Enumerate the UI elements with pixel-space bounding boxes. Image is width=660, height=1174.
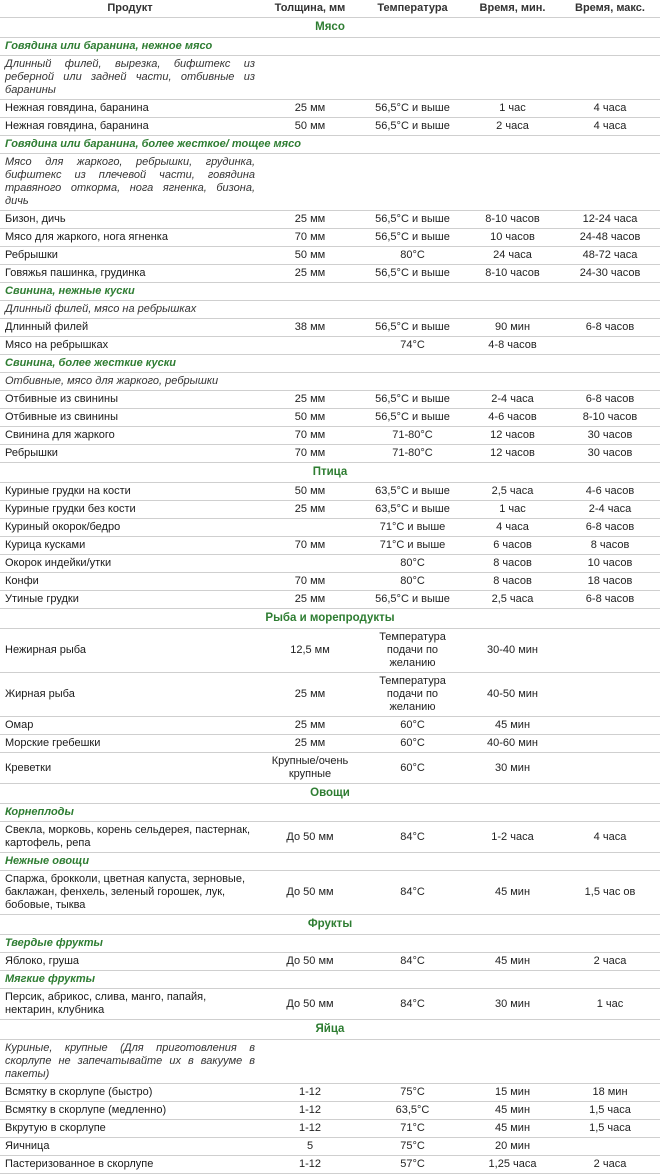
cell-time-max: 18 часов bbox=[560, 573, 660, 591]
cell-temperature: 56,5°C и выше bbox=[360, 100, 465, 118]
cell-product: Говяжья пашинка, грудинка bbox=[0, 265, 260, 283]
cell-product: Бизон, дичь bbox=[0, 211, 260, 229]
cell-temperature: 60°C bbox=[360, 753, 465, 784]
cell-thickness: 70 мм bbox=[260, 427, 360, 445]
cell-time-max: 1 час bbox=[560, 989, 660, 1020]
cell-product: Пастеризованное в скорлупе bbox=[0, 1156, 260, 1174]
cell-time-max: 30 часов bbox=[560, 445, 660, 463]
cell-time-max: 6-8 часов bbox=[560, 391, 660, 409]
cell-time-min: 2,5 часа bbox=[465, 483, 560, 501]
cell-time-max: 1,5 час ов bbox=[560, 871, 660, 915]
empty-cell bbox=[560, 1040, 660, 1084]
section-heading-row bbox=[0, 609, 660, 629]
cell-time-max: 4-6 часов bbox=[560, 483, 660, 501]
cell-thickness: 25 мм bbox=[260, 591, 360, 609]
section-heading-row bbox=[0, 18, 660, 38]
cell-thickness bbox=[260, 519, 360, 537]
cell-time-max: 1,5 часа bbox=[560, 1120, 660, 1138]
empty-cell bbox=[260, 373, 360, 391]
cell-temperature: 63,5°C и выше bbox=[360, 501, 465, 519]
cell-thickness: 5 bbox=[260, 1138, 360, 1156]
cell-product: Куриный окорок/бедро bbox=[0, 519, 260, 537]
note-text-inner: Отбивные, мясо для жаркого, ребрышки bbox=[5, 375, 219, 387]
section-heading-label: Птица bbox=[0, 463, 660, 483]
table-row bbox=[0, 591, 660, 609]
cell-thickness: 25 мм bbox=[260, 735, 360, 753]
note-text bbox=[0, 301, 260, 319]
cell-time-max bbox=[560, 673, 660, 717]
table-row bbox=[0, 1138, 660, 1156]
empty-cell bbox=[360, 56, 465, 100]
empty-cell bbox=[560, 373, 660, 391]
cell-time-max: 48-72 часа bbox=[560, 247, 660, 265]
cell-temperature: 71-80°C bbox=[360, 427, 465, 445]
table-row bbox=[0, 573, 660, 591]
cell-temperature: 60°C bbox=[360, 735, 465, 753]
cell-product: Конфи bbox=[0, 573, 260, 591]
note-text bbox=[0, 373, 260, 391]
table-row bbox=[0, 629, 660, 673]
note-row bbox=[0, 301, 660, 319]
cell-time-min: 4-6 часов bbox=[465, 409, 560, 427]
note-text bbox=[0, 1040, 260, 1084]
table-row bbox=[0, 1120, 660, 1138]
cell-time-min: 2-4 часа bbox=[465, 391, 560, 409]
table-row bbox=[0, 409, 660, 427]
cell-time-max: 24-30 часов bbox=[560, 265, 660, 283]
column-header-time-min: Время, мин. bbox=[465, 0, 560, 18]
cell-thickness bbox=[260, 337, 360, 355]
cell-thickness: Крупные/очень крупные bbox=[260, 753, 360, 784]
cell-product: Вкрутую в скорлупе bbox=[0, 1120, 260, 1138]
cell-thickness: 1-12 bbox=[260, 1102, 360, 1120]
table-row bbox=[0, 265, 660, 283]
cell-time-min: 4 часа bbox=[465, 519, 560, 537]
subsection-heading-label: Свинина, более жесткие куски bbox=[0, 355, 660, 373]
cell-time-min: 1 час bbox=[465, 501, 560, 519]
note-text-inner: Мясо для жаркого, ребрышки, грудинка, бифштекс из плечевой части, говядина травяного откорма, нога ягненка, бизона, дичь bbox=[5, 156, 255, 207]
section-heading-row bbox=[0, 915, 660, 935]
cell-thickness: 50 мм bbox=[260, 118, 360, 136]
cell-temperature: 71°C и выше bbox=[360, 519, 465, 537]
cell-temperature: 63,5°C bbox=[360, 1102, 465, 1120]
table-row bbox=[0, 519, 660, 537]
cell-thickness: 12,5 мм bbox=[260, 629, 360, 673]
table-row bbox=[0, 673, 660, 717]
cell-thickness: До 50 мм bbox=[260, 822, 360, 853]
cell-temperature: 74°C bbox=[360, 337, 465, 355]
cell-time-max bbox=[560, 629, 660, 673]
cell-thickness: 25 мм bbox=[260, 100, 360, 118]
cell-product bbox=[0, 871, 260, 915]
empty-cell bbox=[465, 373, 560, 391]
cell-time-max: 30 часов bbox=[560, 427, 660, 445]
cell-time-max: 18 мин bbox=[560, 1084, 660, 1102]
table-row bbox=[0, 100, 660, 118]
cell-time-max bbox=[560, 717, 660, 735]
cell-product-text: Спаржа, брокколи, цветная капуста, зерновые, баклажан, фенхель, зеленый горошек, лук, бобовые, тыква bbox=[5, 873, 245, 911]
cell-thickness: 50 мм bbox=[260, 483, 360, 501]
cell-temperature: 63,5°C и выше bbox=[360, 483, 465, 501]
cell-product: Всмятку в скорлупе (медленно) bbox=[0, 1102, 260, 1120]
column-header-product: Продукт bbox=[0, 0, 260, 18]
table-row bbox=[0, 735, 660, 753]
empty-cell bbox=[260, 1040, 360, 1084]
cell-product: Ребрышки bbox=[0, 247, 260, 265]
cell-temperature: 84°C bbox=[360, 871, 465, 915]
note-text bbox=[0, 154, 260, 211]
cell-time-min: 15 мин bbox=[465, 1084, 560, 1102]
empty-cell bbox=[560, 301, 660, 319]
cell-thickness: 50 мм bbox=[260, 409, 360, 427]
table-row bbox=[0, 1156, 660, 1174]
table-row bbox=[0, 118, 660, 136]
column-header-time-max: Время, макс. bbox=[560, 0, 660, 18]
table-row bbox=[0, 211, 660, 229]
empty-cell bbox=[465, 56, 560, 100]
empty-cell bbox=[360, 154, 465, 211]
cell-time-min: 45 мин bbox=[465, 1120, 560, 1138]
subsection-heading-row bbox=[0, 136, 660, 154]
empty-cell bbox=[465, 301, 560, 319]
cell-temperature: 80°C bbox=[360, 573, 465, 591]
cell-thickness: 70 мм bbox=[260, 537, 360, 555]
cell-time-min: 8 часов bbox=[465, 573, 560, 591]
cell-thickness: 70 мм bbox=[260, 445, 360, 463]
subsection-heading-label: Мягкие фрукты bbox=[0, 971, 660, 989]
cell-time-max bbox=[560, 337, 660, 355]
cell-product bbox=[0, 989, 260, 1020]
cell-product bbox=[0, 822, 260, 853]
cell-time-min: 2,5 часа bbox=[465, 591, 560, 609]
cell-thickness: 25 мм bbox=[260, 211, 360, 229]
table-row bbox=[0, 717, 660, 735]
table-row bbox=[0, 427, 660, 445]
subsection-heading-label: Твердые фрукты bbox=[0, 935, 660, 953]
cell-thickness: До 50 мм bbox=[260, 953, 360, 971]
note-row bbox=[0, 1040, 660, 1084]
note-row bbox=[0, 373, 660, 391]
empty-cell bbox=[260, 301, 360, 319]
subsection-heading-row bbox=[0, 283, 660, 301]
section-heading-label: Мясо bbox=[0, 18, 660, 38]
table-row bbox=[0, 555, 660, 573]
cell-time-min: 45 мин bbox=[465, 871, 560, 915]
cell-thickness: 25 мм bbox=[260, 717, 360, 735]
subsection-heading-label: Нежные овощи bbox=[0, 853, 660, 871]
table-row bbox=[0, 319, 660, 337]
table-row bbox=[0, 501, 660, 519]
cell-time-max: 10 часов bbox=[560, 555, 660, 573]
cell-time-min: 30 мин bbox=[465, 753, 560, 784]
cell-time-min: 12 часов bbox=[465, 427, 560, 445]
subsection-heading-row bbox=[0, 971, 660, 989]
cell-time-min: 8-10 часов bbox=[465, 265, 560, 283]
cell-time-min: 10 часов bbox=[465, 229, 560, 247]
cell-time-max: 2-4 часа bbox=[560, 501, 660, 519]
section-heading-row bbox=[0, 784, 660, 804]
cell-time-min: 45 мин bbox=[465, 1102, 560, 1120]
table-row bbox=[0, 1084, 660, 1102]
cell-time-min: 1 час bbox=[465, 100, 560, 118]
cell-temperature: 56,5°C и выше bbox=[360, 211, 465, 229]
cell-time-min: 1-2 часа bbox=[465, 822, 560, 853]
cell-thickness: 70 мм bbox=[260, 229, 360, 247]
cell-temperature: 75°C bbox=[360, 1138, 465, 1156]
cell-time-min: 24 часа bbox=[465, 247, 560, 265]
cell-temperature: 56,5°C и выше bbox=[360, 391, 465, 409]
note-text-inner: Длинный филей, мясо на ребрышках bbox=[5, 303, 197, 315]
cell-time-min: 6 часов bbox=[465, 537, 560, 555]
subsection-heading-row bbox=[0, 804, 660, 822]
cell-product: Окорок индейки/утки bbox=[0, 555, 260, 573]
table-row bbox=[0, 989, 660, 1020]
cell-time-max: 12-24 часа bbox=[560, 211, 660, 229]
cell-time-min: 12 часов bbox=[465, 445, 560, 463]
subsection-heading-row bbox=[0, 38, 660, 56]
cell-thickness: 1-12 bbox=[260, 1120, 360, 1138]
cell-product: Свинина для жаркого bbox=[0, 427, 260, 445]
cell-product: Нежная говядина, баранина bbox=[0, 100, 260, 118]
cell-product: Курица кусками bbox=[0, 537, 260, 555]
cell-thickness: 50 мм bbox=[260, 247, 360, 265]
cell-product: Длинный филей bbox=[0, 319, 260, 337]
empty-cell bbox=[360, 373, 465, 391]
cell-time-min: 30-40 мин bbox=[465, 629, 560, 673]
cell-time-min: 40-60 мин bbox=[465, 735, 560, 753]
cell-time-max: 24-48 часов bbox=[560, 229, 660, 247]
cell-thickness: 38 мм bbox=[260, 319, 360, 337]
cell-time-min: 30 мин bbox=[465, 989, 560, 1020]
cell-time-max: 4 часа bbox=[560, 822, 660, 853]
cell-temperature: 71-80°C bbox=[360, 445, 465, 463]
note-text bbox=[0, 56, 260, 100]
cell-time-max: 6-8 часов bbox=[560, 319, 660, 337]
empty-cell bbox=[465, 1040, 560, 1084]
cell-thickness: 25 мм bbox=[260, 673, 360, 717]
cell-temperature: 84°C bbox=[360, 822, 465, 853]
table-row bbox=[0, 229, 660, 247]
section-heading-label: Фрукты bbox=[0, 915, 660, 935]
cell-product: Яблоко, груша bbox=[0, 953, 260, 971]
cell-product: Мясо для жаркого, нога ягненка bbox=[0, 229, 260, 247]
column-header-thickness: Толщина, мм bbox=[260, 0, 360, 18]
empty-cell bbox=[360, 301, 465, 319]
cell-product: Куриные грудки на кости bbox=[0, 483, 260, 501]
cell-product: Яичница bbox=[0, 1138, 260, 1156]
cell-thickness: 1-12 bbox=[260, 1084, 360, 1102]
subsection-heading-label: Корнеплоды bbox=[0, 804, 660, 822]
table-row bbox=[0, 391, 660, 409]
table-row bbox=[0, 337, 660, 355]
note-row bbox=[0, 154, 660, 211]
cell-time-max bbox=[560, 753, 660, 784]
cell-product: Утиные грудки bbox=[0, 591, 260, 609]
cell-temperature: 56,5°C и выше bbox=[360, 591, 465, 609]
cell-product: Отбивные из свинины bbox=[0, 391, 260, 409]
table-header-row bbox=[0, 0, 660, 18]
cell-temperature: 80°C bbox=[360, 247, 465, 265]
table-row bbox=[0, 822, 660, 853]
cell-thickness: 25 мм bbox=[260, 265, 360, 283]
section-heading-label: Яйца bbox=[0, 1020, 660, 1040]
cell-product-text: Персик, абрикос, слива, манго, папайя, нектарин, клубника bbox=[5, 991, 207, 1016]
cell-time-max bbox=[560, 735, 660, 753]
cell-thickness: 25 мм bbox=[260, 391, 360, 409]
cell-temperature: Температура подачи по желанию bbox=[360, 629, 465, 673]
empty-cell bbox=[560, 56, 660, 100]
table-row bbox=[0, 871, 660, 915]
cell-time-min: 1,25 часа bbox=[465, 1156, 560, 1174]
cell-time-max: 4 часа bbox=[560, 118, 660, 136]
section-heading-row bbox=[0, 1020, 660, 1040]
cell-time-max: 8-10 часов bbox=[560, 409, 660, 427]
cell-temperature: 75°C bbox=[360, 1084, 465, 1102]
note-text-inner: Куриные, крупные (Для приготовления в скорлупе не запечатывайте их в вакууме в пакеты) bbox=[5, 1042, 255, 1080]
cell-product-text: Свекла, морковь, корень сельдерея, пастернак, картофель, репа bbox=[5, 824, 251, 849]
cell-thickness: 1-12 bbox=[260, 1156, 360, 1174]
subsection-heading-label: Говядина или баранина, нежное мясо bbox=[0, 38, 660, 56]
cell-product: Куриные грудки без кости bbox=[0, 501, 260, 519]
cell-temperature: 84°C bbox=[360, 953, 465, 971]
cell-time-min: 8-10 часов bbox=[465, 211, 560, 229]
cell-time-min: 8 часов bbox=[465, 555, 560, 573]
table-row bbox=[0, 247, 660, 265]
empty-cell bbox=[260, 154, 360, 211]
table-row bbox=[0, 445, 660, 463]
cell-time-min: 20 мин bbox=[465, 1138, 560, 1156]
table-row bbox=[0, 953, 660, 971]
cell-temperature: 56,5°C и выше bbox=[360, 409, 465, 427]
cell-product: Мясо на ребрышках bbox=[0, 337, 260, 355]
cell-time-max bbox=[560, 1138, 660, 1156]
subsection-heading-row bbox=[0, 853, 660, 871]
cell-temperature: 56,5°C и выше bbox=[360, 118, 465, 136]
table-row bbox=[0, 483, 660, 501]
subsection-heading-row bbox=[0, 355, 660, 373]
empty-cell bbox=[465, 154, 560, 211]
cell-time-min: 45 мин bbox=[465, 717, 560, 735]
cell-temperature: 57°C bbox=[360, 1156, 465, 1174]
note-text-inner: Длинный филей, вырезка, бифштекс из реберной или задней части, отбивные из баранины bbox=[5, 58, 255, 96]
cell-temperature: Температура подачи по желанию bbox=[360, 673, 465, 717]
cell-temperature: 84°C bbox=[360, 989, 465, 1020]
cell-temperature: 56,5°C и выше bbox=[360, 265, 465, 283]
subsection-heading-label: Свинина, нежные куски bbox=[0, 283, 660, 301]
empty-cell bbox=[260, 56, 360, 100]
cell-time-max: 6-8 часов bbox=[560, 591, 660, 609]
cell-time-max: 1,5 часа bbox=[560, 1102, 660, 1120]
cell-thickness: 70 мм bbox=[260, 573, 360, 591]
cell-time-max: 2 часа bbox=[560, 953, 660, 971]
cell-time-max: 2 часа bbox=[560, 1156, 660, 1174]
cell-time-min: 90 мин bbox=[465, 319, 560, 337]
empty-cell bbox=[560, 154, 660, 211]
cell-temperature: 71°C и выше bbox=[360, 537, 465, 555]
cell-time-min: 45 мин bbox=[465, 953, 560, 971]
cell-temperature: 71°C bbox=[360, 1120, 465, 1138]
cell-time-max: 4 часа bbox=[560, 100, 660, 118]
subsection-heading-row bbox=[0, 935, 660, 953]
table-row bbox=[0, 1102, 660, 1120]
cell-thickness: 25 мм bbox=[260, 501, 360, 519]
cell-temperature: 60°C bbox=[360, 717, 465, 735]
section-heading-row bbox=[0, 463, 660, 483]
cell-time-max: 6-8 часов bbox=[560, 519, 660, 537]
cell-product: Нежная говядина, баранина bbox=[0, 118, 260, 136]
table-body bbox=[0, 18, 660, 1174]
section-heading-label: Рыба и морепродукты bbox=[0, 609, 660, 629]
cell-product: Всмятку в скорлупе (быстро) bbox=[0, 1084, 260, 1102]
cell-product: Отбивные из свинины bbox=[0, 409, 260, 427]
cell-time-min: 4-8 часов bbox=[465, 337, 560, 355]
cell-product: Креветки bbox=[0, 753, 260, 784]
cell-product: Нежирная рыба bbox=[0, 629, 260, 673]
note-row bbox=[0, 56, 660, 100]
cell-time-max: 8 часов bbox=[560, 537, 660, 555]
cell-time-min: 40-50 мин bbox=[465, 673, 560, 717]
empty-cell bbox=[360, 1040, 465, 1084]
cell-thickness: До 50 мм bbox=[260, 989, 360, 1020]
cell-temperature: 80°C bbox=[360, 555, 465, 573]
cell-temperature: 56,5°C и выше bbox=[360, 229, 465, 247]
cell-product: Омар bbox=[0, 717, 260, 735]
column-header-temperature: Температура bbox=[360, 0, 465, 18]
cell-thickness bbox=[260, 555, 360, 573]
cell-thickness: До 50 мм bbox=[260, 871, 360, 915]
cell-product: Жирная рыба bbox=[0, 673, 260, 717]
cell-time-min: 2 часа bbox=[465, 118, 560, 136]
table-row bbox=[0, 537, 660, 555]
cell-product: Ребрышки bbox=[0, 445, 260, 463]
cell-temperature: 56,5°C и выше bbox=[360, 319, 465, 337]
subsection-heading-label: Говядина или баранина, более жесткое/ тощее мясо bbox=[0, 136, 660, 154]
cell-product: Морские гребешки bbox=[0, 735, 260, 753]
section-heading-label: Овощи bbox=[0, 784, 660, 804]
table-row bbox=[0, 753, 660, 784]
